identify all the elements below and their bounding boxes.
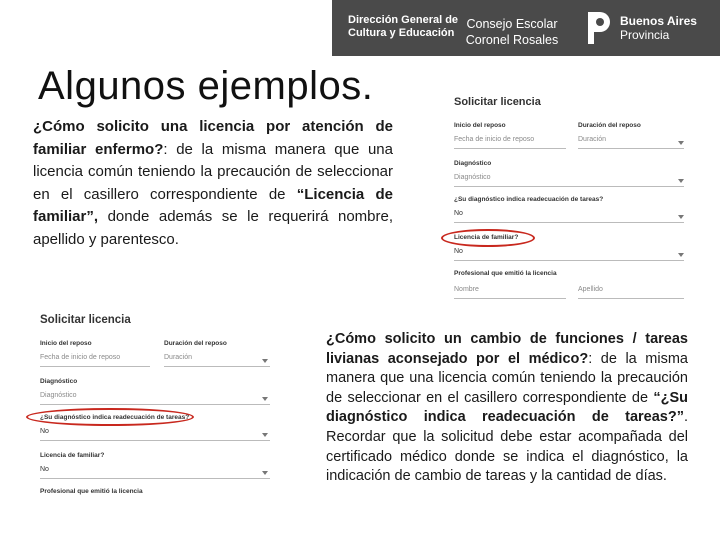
form-screenshot-left [30,308,285,508]
provincia-p-logo-icon [586,10,612,46]
diagnostico-label: Diagnóstico [40,378,78,385]
familiar-select[interactable]: No [40,466,270,479]
consejo-escolar-text [456,16,568,48]
consejo-line2: Coronel Rosales [465,33,559,47]
diagnostico-select[interactable]: Diagnóstico [40,392,270,405]
highlight-ellipse [441,229,535,247]
chevron-down-icon [678,253,684,257]
text-readecuacion-1: : de la misma manera que una licencia común teniendo la precaución de seleccionar en el casillero correspondiente de [326,350,688,406]
duracion-select[interactable]: Duración [578,136,684,149]
highlight-ellipse [26,408,194,426]
chevron-down-icon [262,397,268,401]
readecuacion-select[interactable]: No [454,210,684,223]
familiar-select[interactable]: No [454,248,684,261]
text-readecuacion-2: . Recordar que la solicitud debe estar acompañada del certificado médico donde se indica el diagnóstico, la indicación de cambio de tareas y la cantidad de días. [326,409,688,485]
chevron-down-icon [678,141,684,145]
chevron-down-icon [262,471,268,475]
paragraph-readecuacion [326,330,688,487]
inicio-input[interactable]: Fecha de inicio de reposo [454,136,566,149]
readecuacion-label: ¿Su diagnóstico indica readecuación de tareas? [40,414,190,421]
diagnostico-label: Diagnóstico [454,160,492,167]
inicio-input[interactable]: Fecha de inicio de reposo [40,354,150,367]
chevron-down-icon [678,179,684,183]
gov-line2: Cultura y Educación [348,27,455,39]
readecuacion-label: ¿Su diagnóstico indica readecuación de tareas? [454,196,604,203]
highlight-readecuacion: “¿Su diagnóstico indica readecuación de tareas?” [326,389,688,426]
profesional-label: Profesional que emitió la licencia [40,488,143,495]
prov-line1: Buenos Aires [620,14,697,28]
form-screenshot-right [440,90,695,305]
readecuacion-select[interactable]: No [40,428,270,441]
chevron-down-icon [678,215,684,219]
page-title: Algunos ejemplos. [38,64,374,108]
question-familiar: ¿Cómo solicito una licencia por atención de familiar enfermo? [33,118,393,158]
familiar-label: Licencia de familiar? [40,452,105,459]
duracion-label: Duración del reposo [164,340,227,347]
chevron-down-icon [262,433,268,437]
text-familiar-1: : de la misma manera que una licencia común teniendo la precaución de seleccionar en el casillero correspondiente de [33,140,393,203]
apellido-input[interactable]: Apellido [578,286,684,299]
familiar-label: Licencia de familiar? [454,234,519,241]
header-banner [332,0,720,56]
paragraph-familiar [33,116,393,251]
duracion-label: Duración del reposo [578,122,641,129]
prov-line2: Provincia [620,28,670,42]
inicio-label: Inicio del reposo [40,340,92,347]
diagnostico-select[interactable]: Diagnóstico [454,174,684,187]
nombre-input[interactable]: Nombre [454,286,566,299]
highlight-familiar: “Licencia de familiar”, [33,185,393,225]
duracion-select[interactable]: Duración [164,354,270,367]
inicio-label: Inicio del reposo [454,122,506,129]
gov-line1: Dirección General de [348,14,459,26]
gov-logo-text [348,14,458,40]
form-title: Solicitar licencia [40,314,131,326]
form-title: Solicitar licencia [454,96,541,108]
question-readecuacion: ¿Cómo solicito un cambio de funciones / tareas livianas aconsejado por el médico? [326,331,688,367]
text-familiar-2: donde además se le requerirá nombre, apellido y parentesco. [33,208,393,248]
chevron-down-icon [262,359,268,363]
profesional-label: Profesional que emitió la licencia [454,270,557,277]
provincia-logo-text [620,14,697,42]
consejo-line1: Consejo Escolar [466,17,558,31]
